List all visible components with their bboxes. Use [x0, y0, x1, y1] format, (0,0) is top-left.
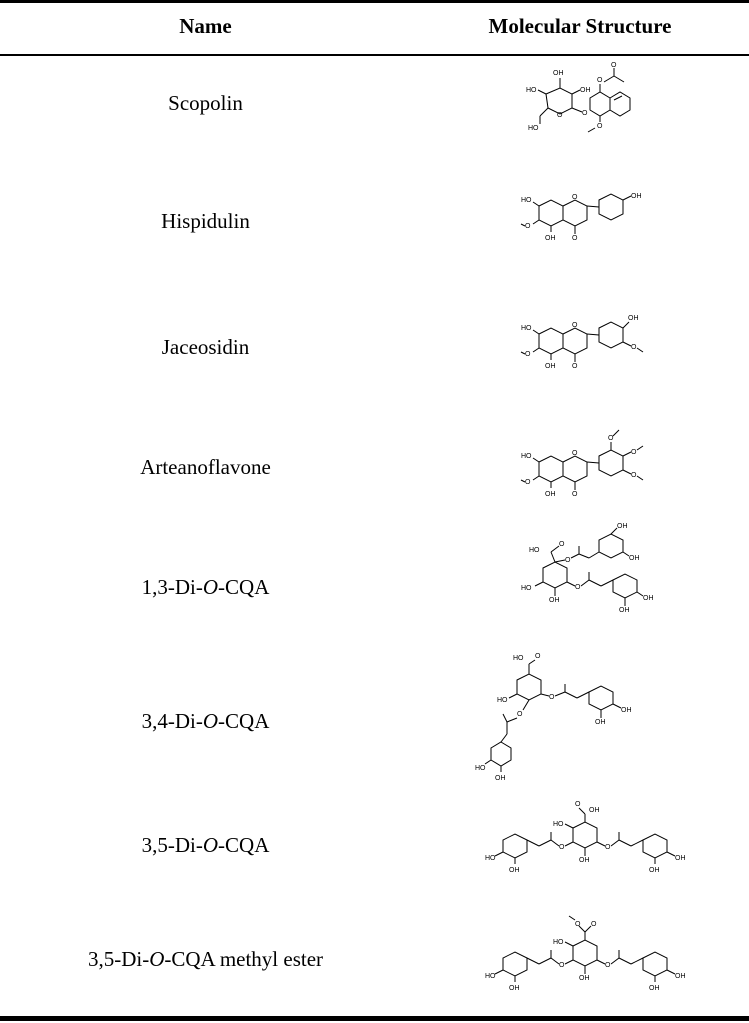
- table-row: [0, 921, 749, 992]
- svg-text:HO: HO: [521, 197, 532, 204]
- svg-text:OH: OH: [545, 491, 556, 498]
- svg-text:O: O: [525, 223, 531, 230]
- table-row: [0, 653, 749, 782]
- compound-name: Scopolin: [168, 91, 243, 115]
- svg-text:HO: HO: [521, 585, 532, 592]
- svg-text:HO: HO: [513, 655, 524, 662]
- svg-text:HO: HO: [526, 87, 537, 94]
- svg-text:OH: OH: [509, 867, 520, 874]
- svg-text:O: O: [605, 962, 611, 969]
- compound-name: Hispidulin: [161, 209, 250, 233]
- svg-text:HO: HO: [497, 697, 508, 704]
- svg-text:OH: OH: [545, 235, 556, 242]
- table-row: [0, 801, 749, 874]
- svg-text:O: O: [572, 491, 578, 498]
- svg-text:O: O: [557, 112, 563, 119]
- table-header-rule: [0, 54, 749, 56]
- svg-text:OH: OH: [617, 523, 628, 530]
- svg-text:O: O: [597, 123, 603, 130]
- svg-text:OH: OH: [675, 855, 686, 862]
- header-molecular-structure: Molecular Structure: [488, 14, 672, 38]
- compound-name: 1,3-Di-O-CQA: [141, 575, 270, 599]
- svg-text:OH: OH: [631, 193, 642, 200]
- svg-text:O: O: [575, 921, 581, 928]
- compound-name: 3,4-Di-O-CQA: [141, 709, 270, 733]
- table-row: [0, 435, 749, 498]
- svg-text:O: O: [549, 694, 555, 701]
- svg-text:HO: HO: [529, 547, 540, 554]
- svg-text:OH: OH: [675, 973, 686, 980]
- compound-name: 3,5-Di-O-CQA methyl ester: [87, 947, 324, 971]
- svg-text:O: O: [559, 962, 565, 969]
- svg-text:O: O: [608, 435, 614, 442]
- svg-text:OH: OH: [580, 87, 591, 94]
- svg-text:OH: OH: [579, 975, 590, 982]
- svg-text:HO: HO: [553, 821, 564, 828]
- svg-text:OH: OH: [619, 607, 630, 614]
- compound-name: Jaceosidin: [161, 335, 250, 359]
- svg-text:O: O: [565, 557, 571, 564]
- svg-text:O: O: [572, 363, 578, 370]
- table-row: [0, 315, 749, 374]
- svg-text:O: O: [631, 344, 637, 351]
- svg-text:O: O: [559, 541, 565, 548]
- table-row: [0, 62, 749, 150]
- svg-text:HO: HO: [521, 325, 532, 332]
- svg-text:O: O: [582, 110, 588, 117]
- svg-text:O: O: [591, 921, 597, 928]
- svg-text:O: O: [572, 450, 578, 457]
- header-name: Name: [179, 14, 232, 38]
- svg-text:OH: OH: [629, 555, 640, 562]
- svg-text:O: O: [611, 62, 617, 69]
- table-row: [0, 523, 749, 614]
- table-bottom-rule: [0, 1016, 749, 1021]
- svg-text:O: O: [605, 844, 611, 851]
- svg-text:OH: OH: [649, 985, 660, 992]
- svg-text:O: O: [575, 584, 581, 591]
- compound-name: 3,5-Di-O-CQA: [141, 833, 270, 857]
- svg-text:O: O: [535, 653, 541, 660]
- svg-text:OH: OH: [595, 719, 606, 726]
- svg-text:O: O: [597, 77, 603, 84]
- svg-text:O: O: [572, 194, 578, 201]
- svg-text:O: O: [517, 711, 523, 718]
- svg-text:OH: OH: [495, 775, 506, 782]
- svg-text:OH: OH: [509, 985, 520, 992]
- svg-text:HO: HO: [521, 453, 532, 460]
- svg-text:OH: OH: [643, 595, 654, 602]
- svg-text:HO: HO: [475, 765, 486, 772]
- svg-text:O: O: [525, 351, 531, 358]
- svg-text:O: O: [572, 235, 578, 242]
- svg-text:HO: HO: [528, 125, 539, 132]
- svg-text:OH: OH: [649, 867, 660, 874]
- table-top-rule: [0, 0, 749, 3]
- svg-text:O: O: [525, 479, 531, 486]
- svg-text:OH: OH: [628, 315, 639, 322]
- svg-text:OH: OH: [545, 363, 556, 370]
- svg-text:O: O: [572, 322, 578, 329]
- compound-name: Arteanoflavone: [140, 455, 271, 479]
- svg-text:O: O: [631, 472, 637, 479]
- svg-text:OH: OH: [621, 707, 632, 714]
- svg-text:HO: HO: [485, 855, 496, 862]
- svg-text:HO: HO: [485, 973, 496, 980]
- svg-text:OH: OH: [589, 807, 600, 814]
- svg-text:OH: OH: [553, 70, 564, 77]
- svg-text:O: O: [575, 801, 581, 808]
- svg-text:OH: OH: [579, 857, 590, 864]
- svg-text:HO: HO: [553, 939, 564, 946]
- svg-text:O: O: [631, 449, 637, 456]
- table-row: [0, 193, 749, 248]
- svg-text:OH: OH: [549, 597, 560, 604]
- svg-text:O: O: [559, 844, 565, 851]
